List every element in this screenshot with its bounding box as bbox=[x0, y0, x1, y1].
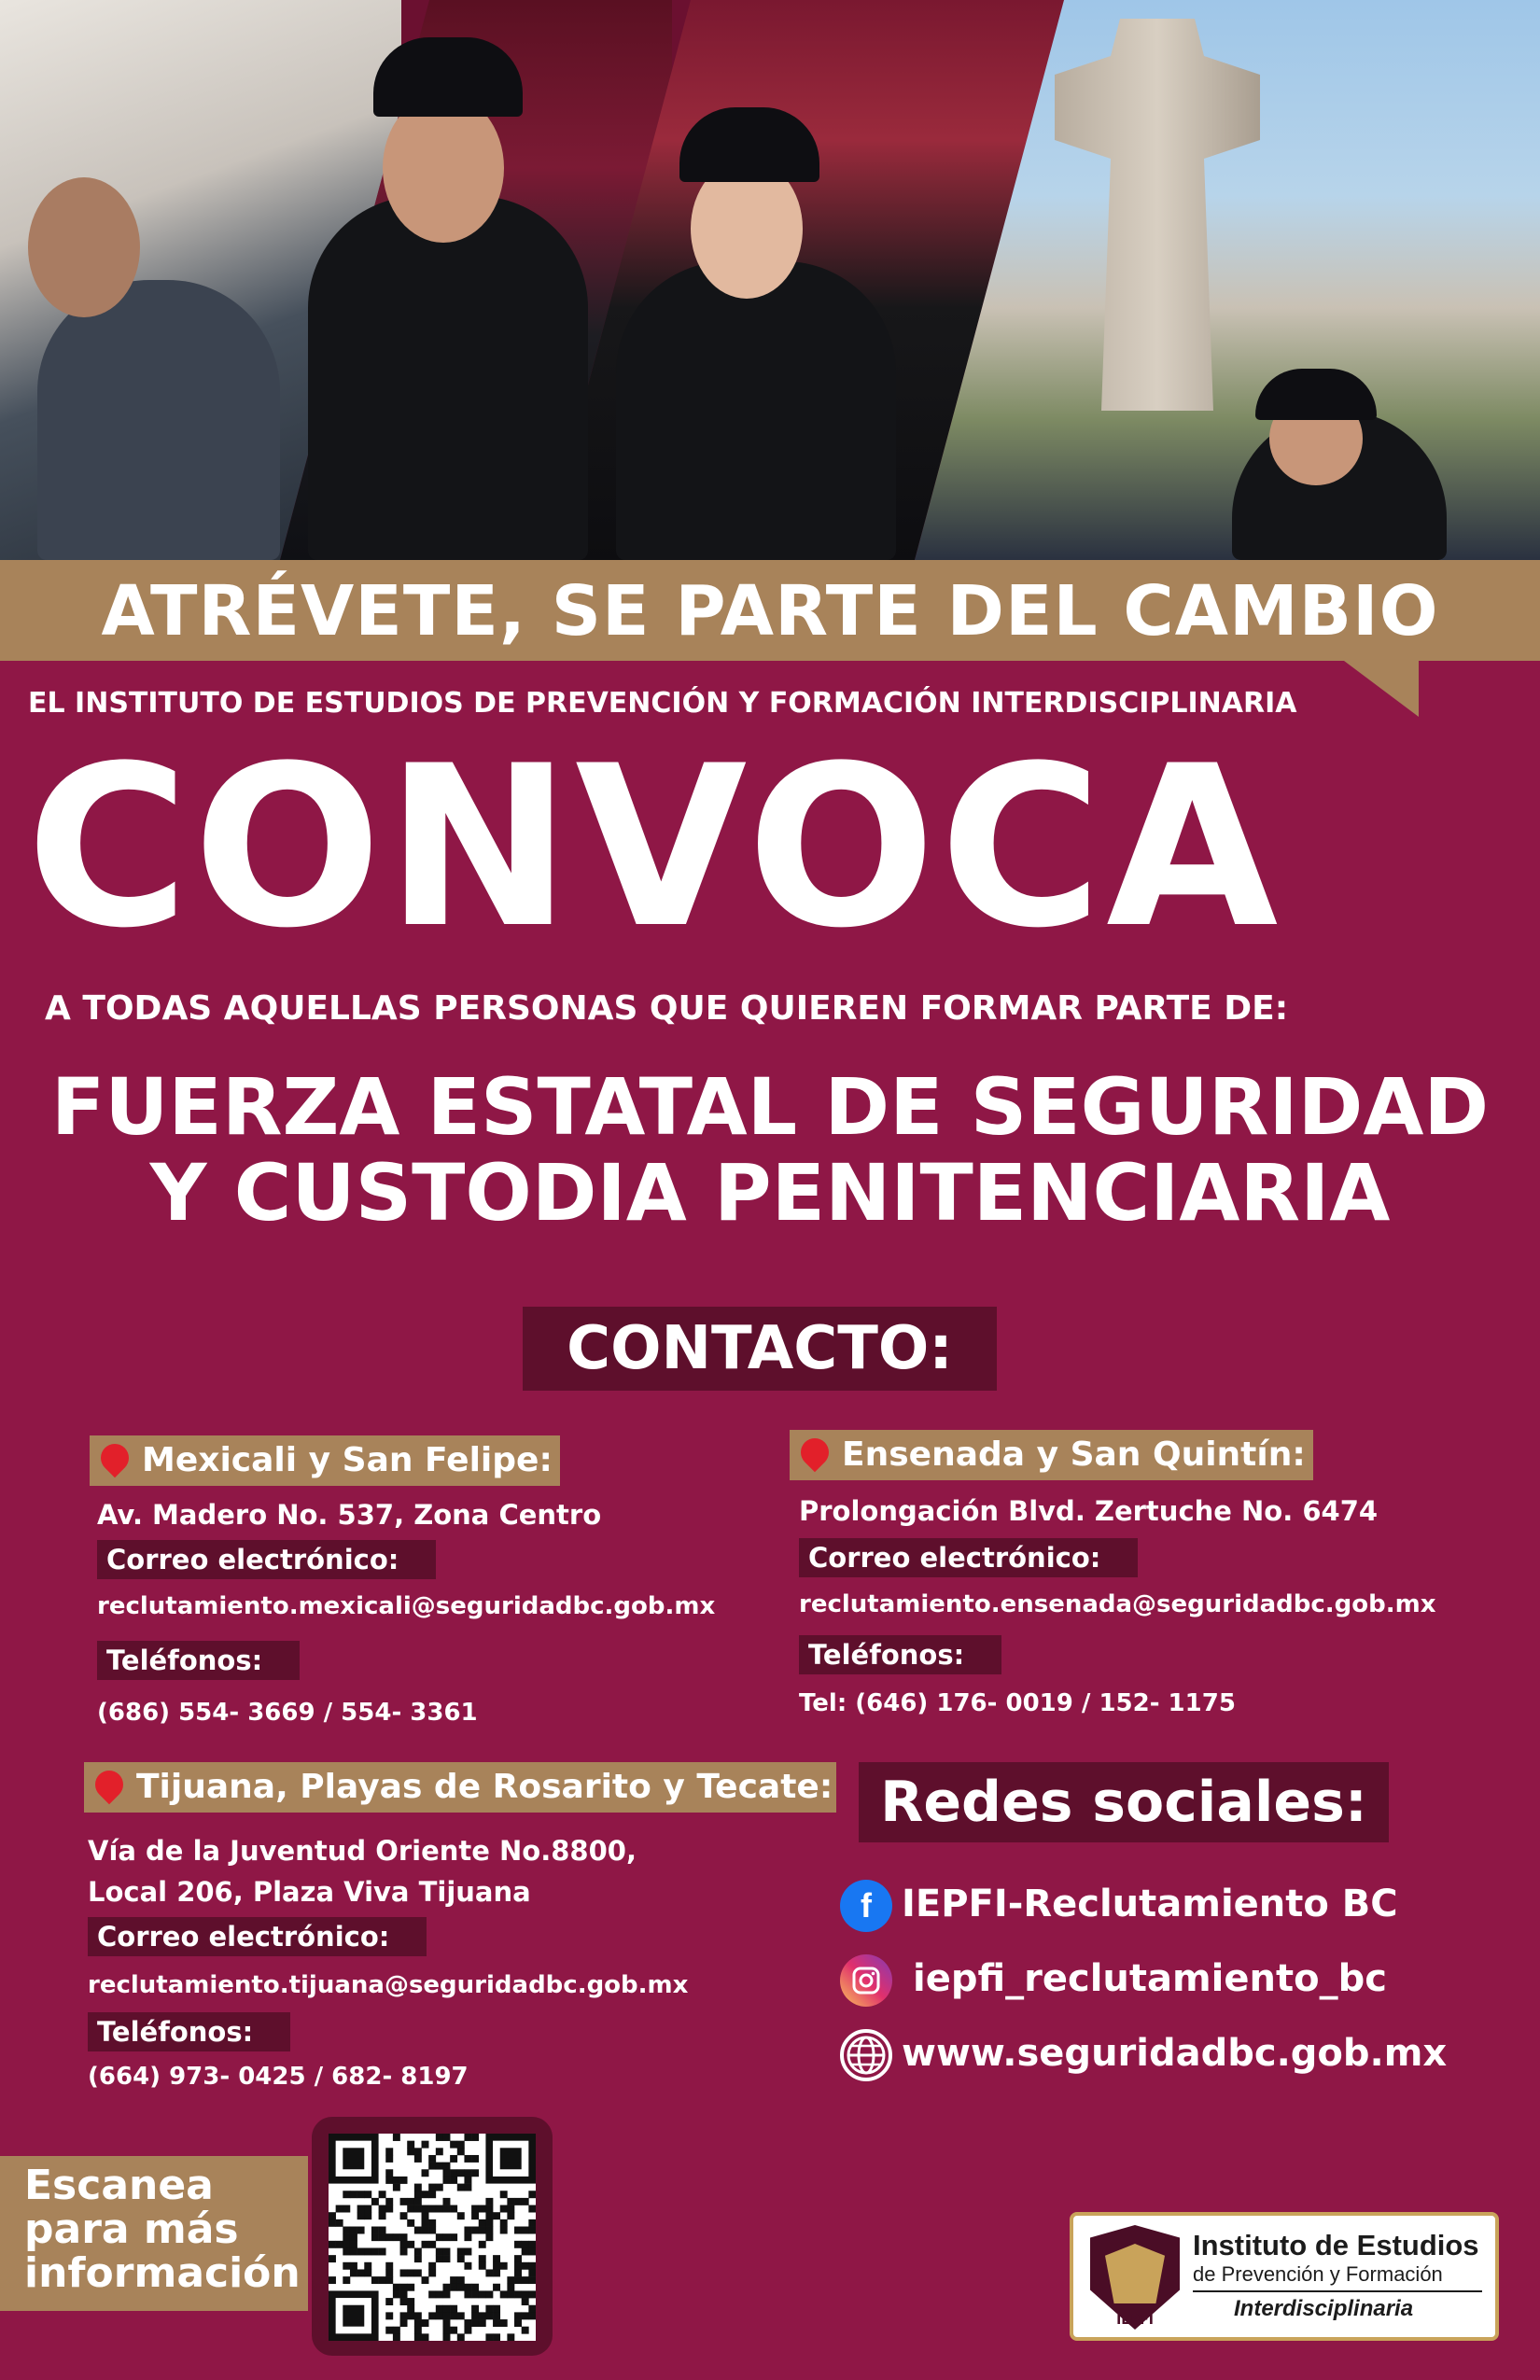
cadet-figure-female bbox=[616, 261, 896, 560]
office-name: Ensenada y San Quintín: bbox=[842, 1435, 1306, 1474]
office-tag-tijuana bbox=[84, 1762, 836, 1813]
scan-prompt bbox=[24, 2162, 301, 2298]
email-label: Correo electrónico: bbox=[799, 1538, 1138, 1577]
phone-number[interactable]: (686) 554- 3669 / 554- 3361 bbox=[97, 1699, 478, 1727]
logo-line2: de Prevención y Formación bbox=[1193, 2262, 1443, 2286]
office-address-line2: Local 206, Plaza Viva Tijuana bbox=[88, 1876, 531, 1908]
phone-label: Teléfonos: bbox=[88, 2012, 290, 2051]
slogan-text: ATRÉVETE, SE PARTE DEL CAMBIO bbox=[101, 571, 1439, 651]
torch-icon bbox=[1105, 2244, 1165, 2303]
scan-line2: para más bbox=[24, 2205, 239, 2254]
logo-line1: Instituto de Estudios bbox=[1193, 2229, 1479, 2261]
logo-line3: Interdisciplinaria bbox=[1234, 2296, 1414, 2321]
website-url: www.seguridadbc.gob.mx bbox=[902, 2032, 1448, 2075]
instagram-link[interactable] bbox=[840, 1951, 1387, 2007]
map-pin-icon bbox=[95, 1438, 134, 1477]
instagram-handle: iepfi_reclutamiento_bc bbox=[913, 1957, 1387, 2000]
email-label: Correo electrónico: bbox=[88, 1917, 427, 1956]
office-tag-mexicali bbox=[90, 1435, 560, 1486]
email-link[interactable]: reclutamiento.mexicali@seguridadbc.gob.mx bbox=[97, 1592, 716, 1620]
map-pin-icon bbox=[90, 1765, 129, 1804]
cadet-cap bbox=[373, 37, 523, 117]
scan-line3: información bbox=[24, 2249, 301, 2298]
office-address-line1: Vía de la Juventud Oriente No.8800, bbox=[88, 1835, 637, 1867]
phone-number[interactable]: Tel: (646) 176- 0019 / 152- 1175 bbox=[799, 1689, 1236, 1717]
office-tag-ensenada bbox=[790, 1430, 1313, 1480]
globe-icon bbox=[840, 2029, 892, 2081]
phone-label: Teléfonos: bbox=[799, 1635, 1001, 1674]
facebook-icon: f bbox=[840, 1880, 892, 1932]
email-link[interactable]: reclutamiento.ensenada@seguridadbc.gob.mx bbox=[799, 1590, 1436, 1618]
office-name: Mexicali y San Felipe: bbox=[142, 1441, 553, 1479]
officer-face bbox=[28, 177, 140, 317]
contact-heading: CONTACTO: bbox=[523, 1307, 997, 1391]
office-address: Prolongación Blvd. Zertuche No. 6474 bbox=[799, 1495, 1379, 1527]
email-link[interactable]: reclutamiento.tijuana@seguridadbc.gob.mx bbox=[88, 1971, 689, 1999]
social-heading: Redes sociales: bbox=[859, 1762, 1389, 1842]
office-name: Tijuana, Playas de Rosarito y Tecate: bbox=[136, 1768, 833, 1806]
force-title bbox=[0, 1061, 1540, 1239]
facebook-link[interactable] bbox=[840, 1876, 1398, 1932]
facebook-handle: IEPFI-Reclutamiento BC bbox=[902, 1883, 1398, 1925]
invitation-text: A TODAS AQUELLAS PERSONAS QUE QUIEREN FORMAR PARTE DE: bbox=[45, 989, 1289, 1028]
qr-code[interactable] bbox=[329, 2134, 536, 2341]
map-pin-icon bbox=[795, 1433, 834, 1472]
cadet-figure bbox=[308, 196, 588, 560]
crest-label: IEPFI bbox=[1116, 2313, 1154, 2328]
logo-divider bbox=[1193, 2290, 1482, 2292]
phone-label: Teléfonos: bbox=[97, 1641, 300, 1680]
officer-figure bbox=[37, 280, 280, 560]
office-address: Av. Madero No. 537, Zona Centro bbox=[97, 1499, 602, 1531]
force-title-line1: FUERZA ESTATAL DE SEGURIDAD bbox=[50, 1061, 1490, 1153]
institute-name: EL INSTITUTO DE ESTUDIOS DE PREVENCIÓN Y FORMACIÓN INTERDISCIPLINARIA bbox=[28, 687, 1297, 720]
force-title-line2: Y CUSTODIA PENITENCIARIA bbox=[149, 1147, 1391, 1239]
phone-number[interactable]: (664) 973- 0425 / 682- 8197 bbox=[88, 2063, 469, 2091]
institute-logo bbox=[1070, 2212, 1499, 2341]
website-link[interactable] bbox=[840, 2025, 1447, 2081]
email-label: Correo electrónico: bbox=[97, 1540, 436, 1579]
headline: CONVOCA bbox=[26, 719, 1282, 977]
instagram-icon bbox=[840, 1954, 892, 2007]
photo-collage bbox=[0, 0, 1540, 560]
scan-line1: Escanea bbox=[24, 2162, 214, 2209]
